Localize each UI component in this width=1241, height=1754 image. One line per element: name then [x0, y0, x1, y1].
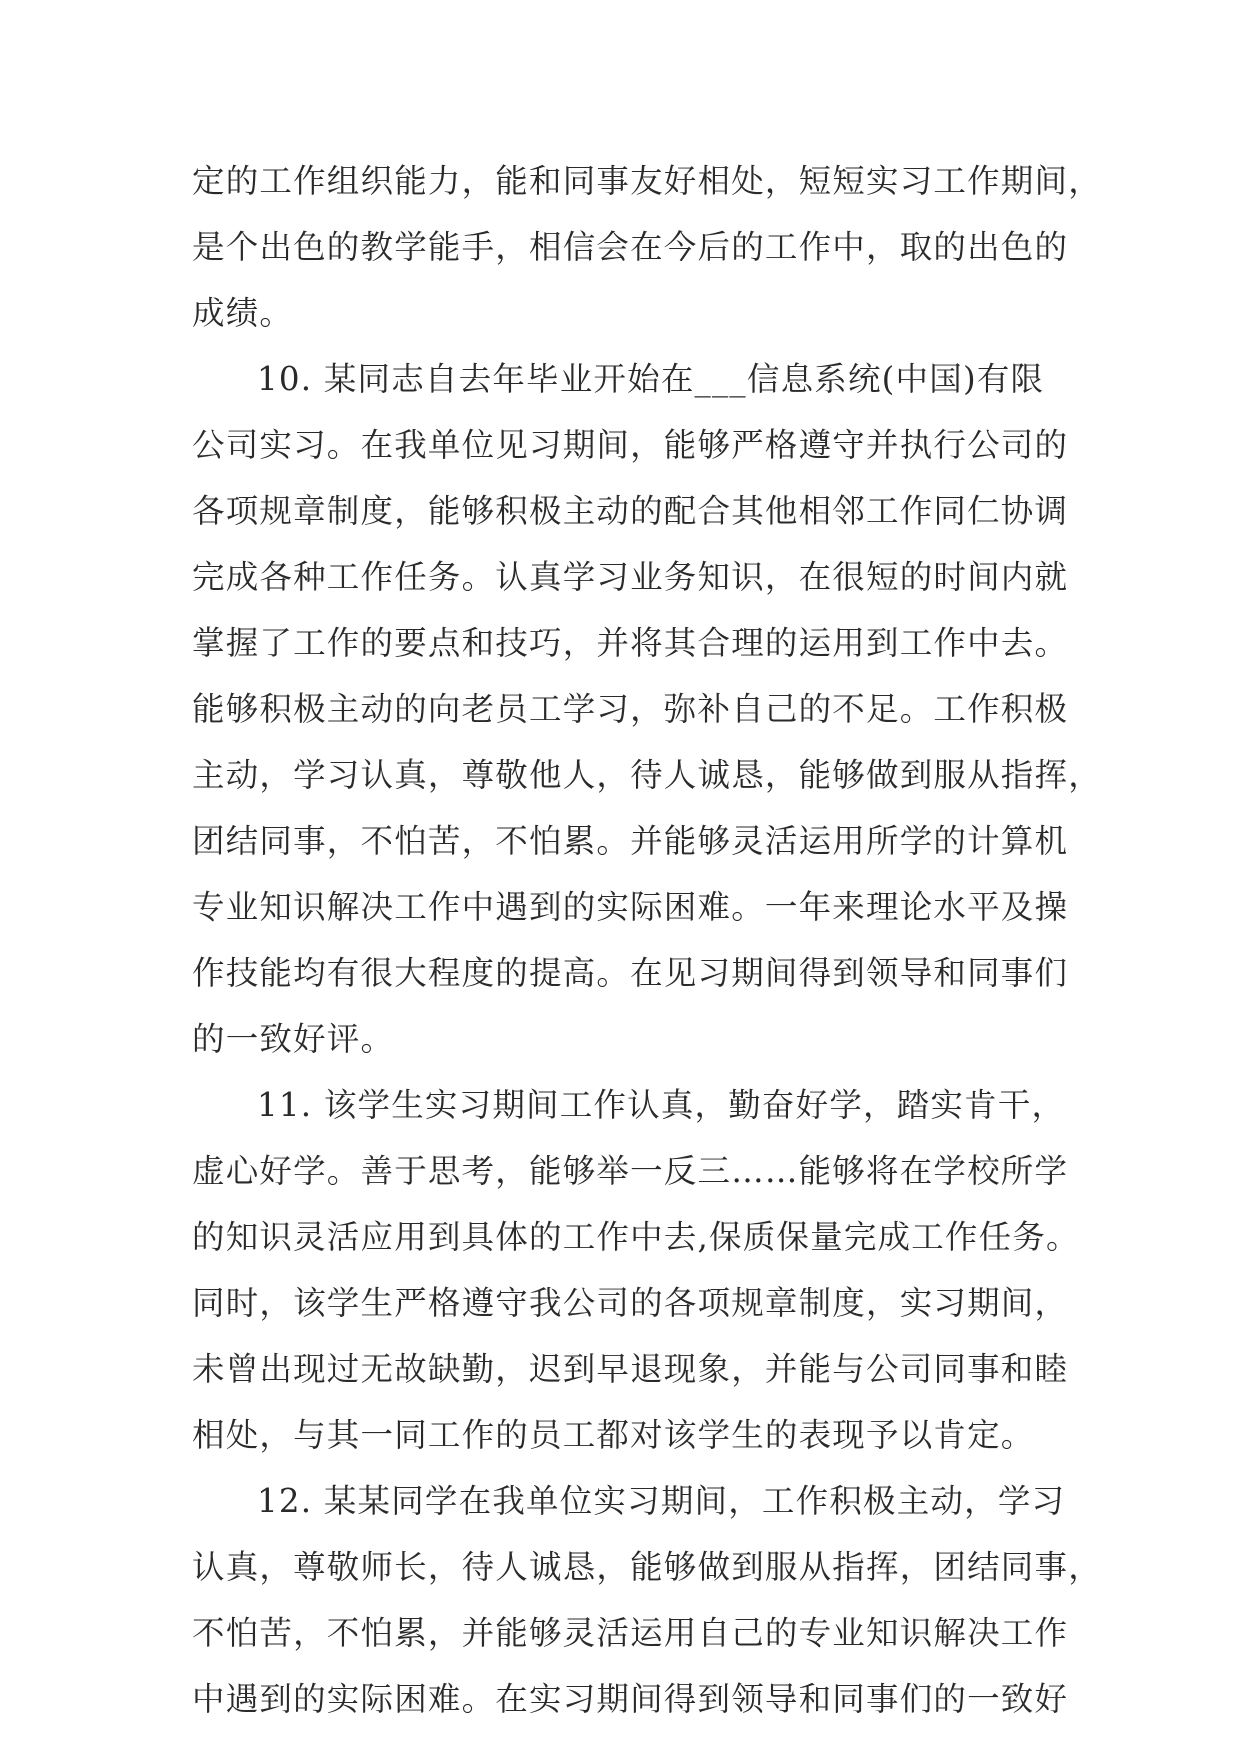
text-line: 定的工作组织能力，能和同事友好相处，短短实习工作期间， [192, 162, 1102, 200]
text-line: 11. 该学生实习期间工作认真，勤奋好学，踏实肯干， [257, 1086, 1066, 1124]
text-line: 是个出色的教学能手，相信会在今后的工作中，取的出色的 [192, 228, 1069, 266]
text-line: 相处，与其一同工作的员工都对该学生的表现予以肯定。 [192, 1416, 1035, 1454]
text-line: 未曾出现过无故缺勤，迟到早退现象，并能与公司同事和睦 [192, 1350, 1069, 1388]
text-line: 掌握了工作的要点和技巧，并将其合理的运用到工作中去。 [192, 624, 1069, 662]
paragraph-continuation [192, 148, 1102, 346]
text-line: 能够积极主动的向老员工学习，弥补自己的不足。工作积极 [192, 690, 1069, 728]
text-line: 认真，尊敬师长，待人诚恳，能够做到服从指挥，团结同事， [192, 1548, 1102, 1586]
text-line: 主动，学习认真，尊敬他人，待人诚恳，能够做到服从指挥， [192, 756, 1102, 794]
paragraph-item-10 [192, 346, 1102, 1072]
text-line: 同时，该学生严格遵守我公司的各项规章制度，实习期间， [192, 1284, 1069, 1322]
text-line: 12. 某某同学在我单位实习期间，工作积极主动，学习 [257, 1482, 1066, 1520]
paragraph-item-11 [192, 1072, 1080, 1468]
text-line: 成绩。 [192, 294, 294, 332]
text-line: 公司实习。在我单位见习期间，能够严格遵守并执行公司的 [192, 426, 1069, 464]
document-body [192, 148, 1102, 1732]
text-line: 各项规章制度，能够积极主动的配合其他相邻工作同仁协调 [192, 492, 1069, 530]
text-line: 完成各种工作任务。认真学习业务知识，在很短的时间内就 [192, 558, 1069, 596]
text-line: 团结同事，不怕苦，不怕累。并能够灵活运用所学的计算机 [192, 822, 1069, 860]
text-line: 不怕苦，不怕累，并能够灵活运用自己的专业知识解决工作 [192, 1614, 1069, 1652]
text-line: 虚心好学。善于思考，能够举一反三……能够将在学校所学 [192, 1152, 1069, 1190]
paragraph-item-12 [192, 1468, 1102, 1732]
text-line: 作技能均有很大程度的提高。在见习期间得到领导和同事们 [192, 954, 1069, 992]
text-line: 专业知识解决工作中遇到的实际困难。一年来理论水平及操 [192, 888, 1069, 926]
text-line: 的一致好评。 [192, 1020, 395, 1058]
text-line: 中遇到的实际困难。在实习期间得到领导和同事们的一致好 [192, 1680, 1069, 1718]
text-line: 的知识灵活应用到具体的工作中去,保质保量完成工作任务。 [192, 1218, 1080, 1256]
text-line: 10. 某同志自去年毕业开始在___信息系统(中国)有限 [257, 360, 1045, 398]
